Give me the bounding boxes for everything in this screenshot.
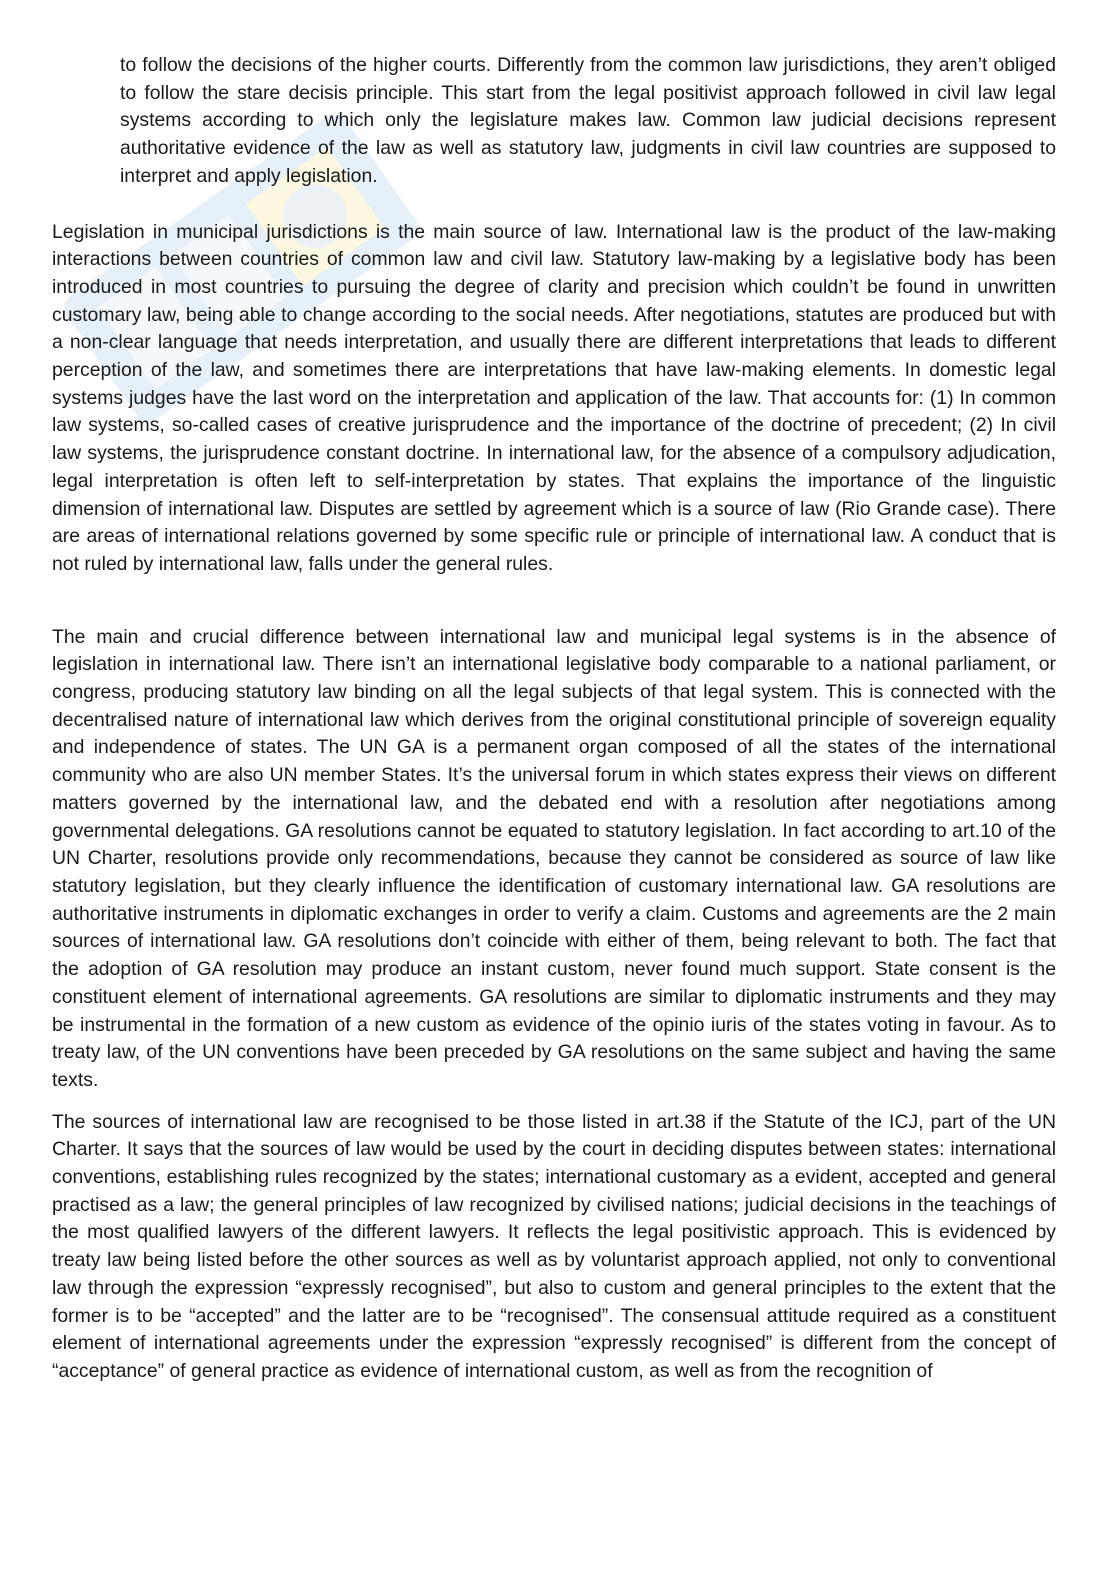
- paragraph-2: Legislation in municipal jurisdictions is the main source of law. International law is the product of the law-making interactions between countries of common law and civil law. Statutory law-making by a legislative body has been introduced in most countries to pursuing the degree of clarity and precision which couldn’t be found in unwritten customary law, being able to change according to the social needs. After negotiations, statutes are produced but with a non-clear language that needs interpretation, and usually there are different interpretations that leads to different perception of the law, and sometimes there are interpretations that have law-making elements. In domestic legal systems judges have the last word on the interpretation and application of the law. That accounts for: (1) In common law systems, so-called cases of creative jurisprudence and the importance of the doctrine of precedent; (2) In civil law systems, the jurisprudence constant doctrine. In international law, for the absence of a compulsory adjudication, legal interpretation is often left to self-interpretation by states. That explains the importance of the linguistic dimension of international law. Disputes are settled by agreement which is a source of law (Rio Grande case). There are areas of international relations governed by some specific rule or principle of international law. A conduct that is not ruled by international law, falls under the general rules.: [52, 220, 1056, 575]
- document-page: [52, 52, 1056, 1386]
- paragraph-1: to follow the decisions of the higher courts. Differently from the common law jurisdictions, they aren’t obliged to follow the stare decisis principle. This start from the legal positivist approach followed in civil law legal systems according to which only the legislature makes law. Common law judicial decisions represent authoritative evidence of the law as well as statutory law, judgments in civil law countries are supposed to interpret and apply legislation.: [120, 54, 1056, 187]
- paragraph-3: The main and crucial difference between international law and municipal legal systems is in the absence of legislation in international law. There isn’t an international legislative body comparable to a national parliament, or congress, producing statutory law binding on all the legal subjects of that legal system. This is connected with the decentralised nature of international law which derives from the original constitutional principle of sovereign equality and independence of states. The UN GA is a permanent organ composed of all the states of the international community who are also UN member States. It’s the universal forum in which states express their views on different matters governed by the international law, and the debated end with a resolution after negotiations among governmental delegations. GA resolutions cannot be equated to statutory legislation. In fact according to art.10 of the UN Charter, resolutions provide only recommendations, because they cannot be considered as source of law like statutory legislation, but they clearly influence the identification of customary international law. GA resolutions are authoritative instruments in diplomatic exchanges in order to verify a claim. Customs and agreements are the 2 main sources of international law. GA resolutions don’t coincide with either of them, being relevant to both. The fact that the adoption of GA resolution may produce an instant custom, never found much support. State consent is the constituent element of international agreements. GA resolutions are similar to diplomatic instruments and they may be instrumental in the formation of a new custom as evidence of the opinio iuris of the states voting in favour. As to treaty law, of the UN conventions have been preceded by GA resolutions on the same subject and having the same texts.: [52, 625, 1056, 1091]
- paragraph-4: The sources of international law are recognised to be those listed in art.38 if the Statute of the ICJ, part of the UN Charter. It says that the sources of law would be used by the court in deciding disputes between states: international conventions, establishing rules recognized by the states; international customary as a evident, accepted and general practised as a law; the general principles of law recognized by civilised nations; judicial decisions in the teachings of the most qualified lawyers of the different lawyers. It reflects the legal positivistic approach. This is evidenced by treaty law being listed before the other sources as well as by voluntarist approach applied, not only to conventional law through the expression “expressly recognised”, but also to custom and general principles to the extent that the former is to be “accepted” and the latter are to be “recognised”. The consensual attitude required as a constituent element of international agreements under the expression “expressly recognised” is different from the concept of “acceptance” of general practice as evidence of international custom, as well as from the recognition of: [52, 1110, 1056, 1382]
